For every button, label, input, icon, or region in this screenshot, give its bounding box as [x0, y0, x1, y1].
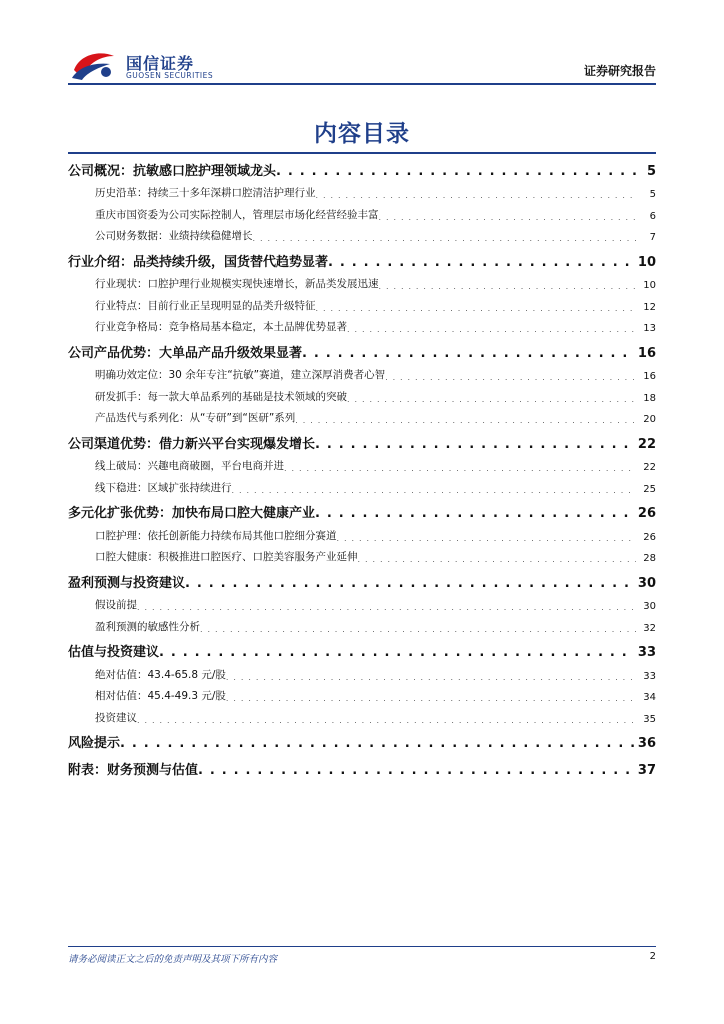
- toc-entry-page: 16: [643, 371, 656, 382]
- toc-entry-page: 22: [637, 436, 656, 452]
- toc-dot-leader: [198, 763, 634, 780]
- toc-dot-leader: [302, 346, 634, 363]
- toc-section-entry[interactable]: [68, 427, 656, 454]
- toc-entry-page: 34: [643, 692, 656, 703]
- toc-entry-page: 16: [637, 345, 656, 361]
- toc-entry-page: 26: [643, 531, 656, 543]
- toc-dot-leader: [276, 164, 636, 181]
- toc-entry-page: 25: [643, 483, 656, 495]
- guosen-logo-icon: [70, 48, 116, 82]
- toc-subsection-entry[interactable]: [68, 293, 656, 315]
- toc-entry-title: 产品迭代与系列化：从“专研”到“医研”系列: [95, 412, 296, 424]
- toc-entry-page: 5: [646, 163, 656, 179]
- toc-entry-page: 10: [643, 280, 656, 291]
- toc-entry-title: 历史沿革：持续三十多年深耕口腔清洁护理行业: [95, 187, 316, 199]
- toc-section-entry[interactable]: [68, 636, 656, 663]
- toc-subsection-entry[interactable]: [68, 315, 656, 337]
- toc-entry-title: 行业介绍：品类持续升级，国货替代趋势显著: [68, 254, 329, 270]
- toc-subsection-entry[interactable]: [68, 363, 656, 385]
- toc-entry-page: 30: [637, 575, 656, 591]
- toc-entry-title: 行业特点：目前行业正呈现明显的品类升级特征: [95, 299, 316, 312]
- toc-dot-leader: [385, 373, 636, 384]
- toc-subsection-entry[interactable]: [68, 662, 656, 684]
- toc-dot-leader: [316, 304, 637, 315]
- logo-text-en: GUOSEN SECURITIES: [126, 71, 214, 80]
- toc-subsection-entry[interactable]: [68, 614, 656, 636]
- toc-section-entry[interactable]: [68, 336, 656, 363]
- toc-dot-leader: [328, 255, 634, 272]
- table-of-contents: [68, 154, 656, 780]
- toc-dot-leader: [159, 645, 634, 662]
- footer-disclaimer: 请务必阅读正文之后的免责声明及其项下所有内容: [68, 954, 278, 965]
- toc-dot-leader: [337, 534, 637, 545]
- toc-dot-leader: [253, 234, 637, 245]
- toc-entry-page: 30: [643, 601, 656, 612]
- toc-dot-leader: [315, 506, 634, 523]
- toc-dot-leader: [185, 576, 634, 593]
- toc-entry-page: 32: [643, 622, 656, 634]
- toc-dot-leader: [284, 464, 636, 475]
- toc-entry-page: 28: [643, 553, 656, 564]
- toc-entry-title: 公司概况：抗敏感口腔护理领域龙头: [68, 163, 277, 179]
- toc-section-entry[interactable]: [68, 497, 656, 524]
- toc-entry-title: 盈利预测的敏感性分析: [95, 620, 200, 633]
- toc-dot-leader: [295, 416, 636, 427]
- header-divider: [68, 83, 656, 85]
- toc-entry-title: 行业现状：口腔护理行业规模实现快速增长，新品类发展迅速: [95, 278, 379, 290]
- toc-subsection-entry[interactable]: [68, 202, 656, 224]
- toc-entry-title: 线上破局：兴趣电商破圈，平台电商并进: [95, 460, 284, 472]
- toc-entry-title: 绝对估值：43.4-65.8 元/股: [95, 668, 226, 681]
- toc-entry-title: 线下稳进：区域扩张持续进行: [95, 481, 232, 494]
- toc-dot-leader: [226, 694, 636, 705]
- toc-entry-title: 公司财务数据：业绩持续稳健增长: [95, 230, 253, 242]
- toc-dot-leader: [347, 395, 636, 406]
- toc-entry-page: 36: [637, 736, 656, 751]
- toc-dot-leader: [137, 716, 636, 727]
- toc-subsection-entry[interactable]: [68, 684, 656, 706]
- report-type-label: 证券研究报告: [583, 64, 656, 78]
- toc-entry-title: 投资建议: [95, 711, 137, 724]
- toc-section-entry[interactable]: [68, 154, 656, 181]
- toc-entry-page: 18: [643, 392, 656, 404]
- toc-subsection-entry[interactable]: [68, 181, 656, 203]
- toc-entry-page: 5: [649, 189, 656, 200]
- toc-entry-page: 33: [637, 645, 656, 660]
- toc-dot-leader: [347, 325, 636, 336]
- toc-entry-title: 口腔大健康：积极推进口腔医疗、口腔美容服务产业延伸: [95, 551, 358, 563]
- toc-entry-page: 13: [643, 323, 656, 334]
- toc-dot-leader: [120, 736, 634, 753]
- toc-entry-page: 7: [649, 232, 656, 243]
- toc-subsection-entry[interactable]: [68, 523, 656, 545]
- page-title: 内容目录: [314, 121, 410, 147]
- toc-subsection-entry[interactable]: [68, 272, 656, 294]
- toc-subsection-entry[interactable]: [68, 406, 656, 428]
- toc-dot-leader: [226, 673, 636, 684]
- toc-entry-title: 相对估值：45.4-49.3 元/股: [95, 690, 226, 702]
- toc-entry-page: 35: [643, 713, 656, 725]
- toc-subsection-entry[interactable]: [68, 705, 656, 727]
- logo-text-cn: 国信证券: [126, 54, 195, 73]
- toc-section-entry[interactable]: [68, 727, 656, 754]
- toc-dot-leader: [379, 282, 637, 293]
- toc-dot-leader: [316, 191, 637, 202]
- toc-dot-leader: [232, 486, 637, 497]
- toc-dot-leader: [200, 625, 636, 636]
- toc-entry-page: 10: [637, 254, 656, 270]
- toc-subsection-entry[interactable]: [68, 384, 656, 406]
- toc-subsection-entry[interactable]: [68, 545, 656, 567]
- toc-entry-title: 风险提示: [68, 736, 121, 751]
- toc-entry-title: 估值与投资建议: [68, 645, 160, 660]
- toc-entry-title: 盈利预测与投资建议: [68, 575, 186, 591]
- toc-section-entry[interactable]: [68, 245, 656, 272]
- toc-entry-title: 口腔护理：依托创新能力持续布局其他口腔细分赛道: [95, 529, 337, 542]
- toc-subsection-entry[interactable]: [68, 454, 656, 476]
- toc-entry-title: 附表：财务预测与估值: [68, 762, 199, 778]
- toc-entry-page: 12: [643, 301, 656, 313]
- toc-entry-page: 22: [643, 462, 656, 473]
- toc-dot-leader: [379, 213, 637, 224]
- toc-subsection-entry[interactable]: [68, 475, 656, 497]
- toc-entry-title: 研发抓手：每一款大单品系列的基础是技术领域的突破: [95, 390, 347, 403]
- footer-divider: [68, 946, 656, 947]
- page-header: [0, 0, 724, 90]
- toc-entry-page: 37: [637, 762, 656, 778]
- toc-subsection-entry[interactable]: [68, 593, 656, 615]
- page-number: 2: [649, 951, 656, 962]
- toc-dot-leader: [315, 437, 634, 454]
- toc-entry-page: 20: [643, 414, 656, 425]
- toc-entry-page: 33: [643, 670, 656, 682]
- toc-entry-title: 公司产品优势：大单品产品升级效果显著: [68, 345, 303, 361]
- toc-entry-title: 行业竞争格局：竞争格局基本稳定，本土品牌优势显著: [95, 321, 347, 333]
- toc-section-entry[interactable]: [68, 753, 656, 780]
- toc-entry-title: 假设前提: [95, 599, 137, 611]
- toc-section-entry[interactable]: [68, 566, 656, 593]
- company-logo: [70, 48, 214, 84]
- toc-entry-page: 6: [649, 210, 656, 222]
- toc-entry-title: 公司渠道优势：借力新兴平台实现爆发增长: [68, 436, 316, 452]
- toc-entry-title: 多元化扩张优势：加快布局口腔大健康产业: [68, 506, 316, 521]
- toc-dot-leader: [358, 555, 637, 566]
- toc-subsection-entry[interactable]: [68, 224, 656, 246]
- toc-entry-page: 26: [637, 506, 656, 521]
- toc-entry-title: 重庆市国资委为公司实际控制人，管理层市场化经营经验丰富: [95, 208, 379, 221]
- toc-dot-leader: [137, 603, 636, 614]
- toc-entry-title: 明确功效定位：30 余年专注“抗敏”赛道，建立深厚消费者心智: [95, 369, 386, 381]
